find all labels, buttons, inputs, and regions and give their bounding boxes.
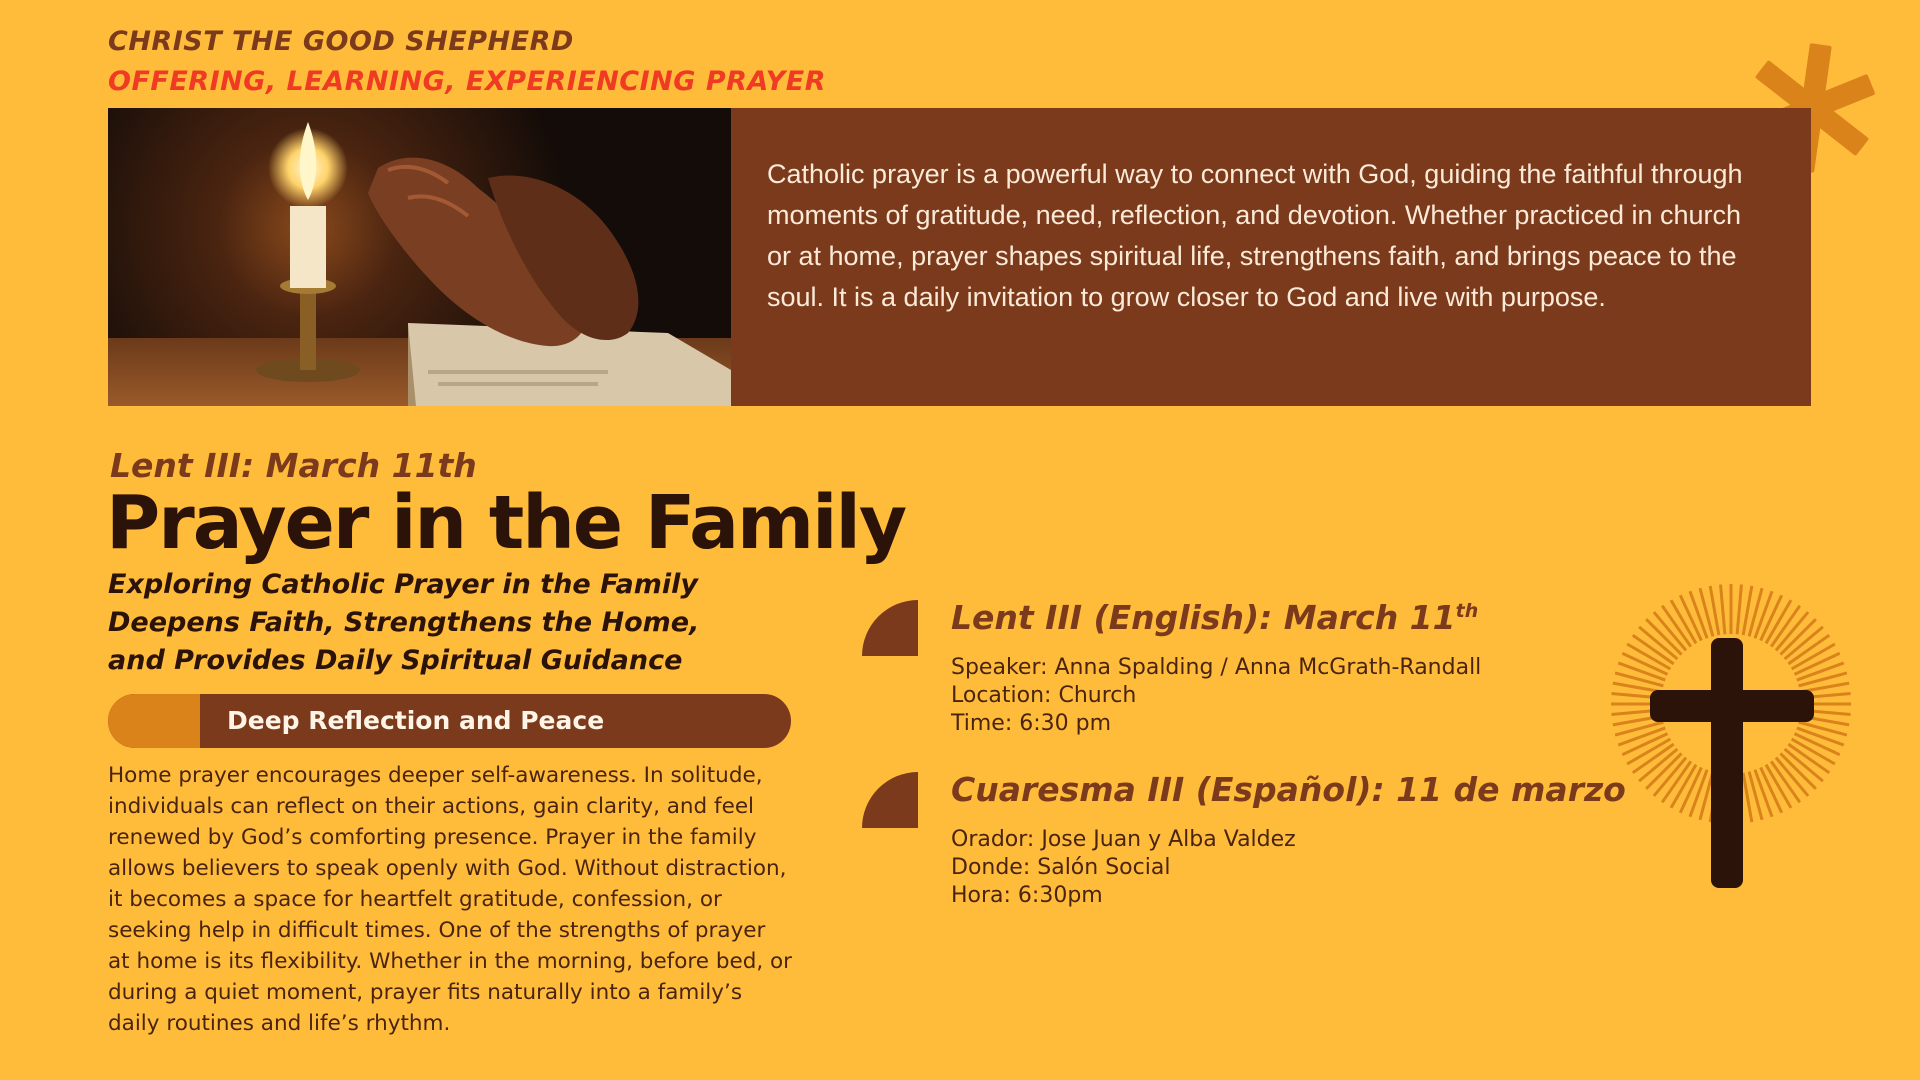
event-title-sup: th	[1455, 600, 1479, 622]
event-location: Donde: Salón Social	[951, 855, 1171, 880]
event-marker-icon	[862, 772, 918, 828]
session-subtitle: Exploring Catholic Prayer in the Family Deepens Faith, Strengthens the Home, and Provides Daily Spiritual Guidance	[108, 569, 700, 676]
event-title-text: Lent III (English): March 11	[951, 598, 1456, 637]
section-heading-pill	[108, 694, 791, 748]
session-date: Lent III: March 11th	[110, 446, 477, 485]
event-location: Location: Church	[951, 683, 1137, 708]
page-title: Prayer in the Family	[106, 480, 906, 566]
event-title-english	[951, 598, 1478, 637]
event-title-spanish: Cuaresma III (Español): 11 de marzo	[951, 770, 1626, 809]
event-marker-icon	[862, 600, 918, 656]
event-speaker: Speaker: Anna Spalding / Anna McGrath-Randall	[951, 655, 1482, 680]
sunburst-ray	[1721, 584, 1725, 634]
event-time: Hora: 6:30pm	[951, 883, 1103, 908]
event-time: Time: 6:30 pm	[951, 711, 1112, 736]
hero-photo	[108, 108, 731, 406]
candle-praying-hands-photo	[108, 108, 731, 406]
section-body: Home prayer encourages deeper self-awareness. In solitude, individuals can reflect on their actions, gain clarity, and feel renewed by God’s comforting presence. Prayer in the family allows believers to speak openly with God. Without distraction, it becomes a space for heartfelt gratitude, confession, or seeking help in difficult times. One of the strengths of prayer at home is its flexibility. Whether in the morning, before bed, or during a quiet moment, prayer fits naturally into a family’s daily routines and life’s rhythm.	[108, 763, 793, 1036]
pill-accent	[108, 694, 200, 748]
sunburst-ray	[1737, 584, 1741, 634]
tagline: OFFERING, LEARNING, EXPERIENCING PRAYER	[108, 66, 826, 97]
event-speaker: Orador: Jose Juan y Alba Valdez	[951, 827, 1296, 852]
parish-name: CHRIST THE GOOD SHEPHERD	[108, 26, 574, 57]
section-heading: Deep Reflection and Peace	[227, 706, 605, 735]
hero-panel	[731, 108, 1811, 406]
hero-text: Catholic prayer is a powerful way to connect with God, guiding the faithful through moments of gratitude, need, reflection, and devotion. Whether practiced in church or at home, prayer shapes spiritual life, strengthens faith, and brings peace to the soul. It is a daily invitation to grow closer to God and live with purpose.	[767, 159, 1743, 312]
cross-sunburst-icon	[1608, 584, 1854, 890]
